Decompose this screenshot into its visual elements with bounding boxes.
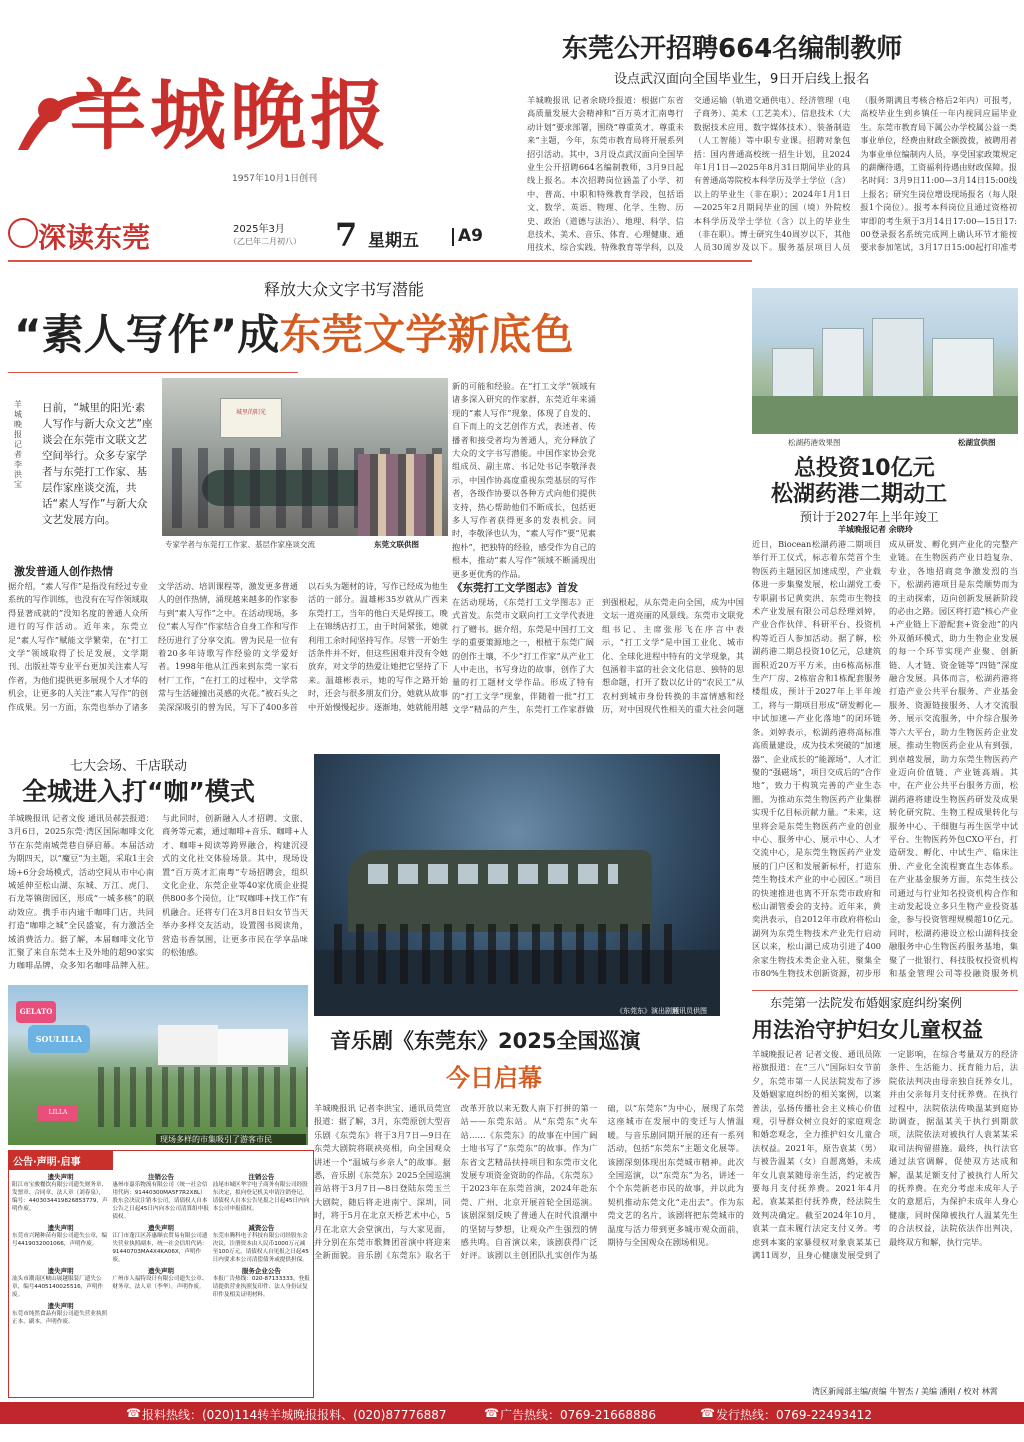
phone-icon: ☎ xyxy=(700,1406,715,1420)
coffee-kicker: 七大会场、千店联动 xyxy=(70,759,188,774)
notice-item: 遗失声明 汕头市潮南区峡山展越服装厂遗失公章，编号4405140025516，声明作废。 xyxy=(12,1267,104,1298)
trees xyxy=(752,396,1018,434)
lead-kicker: 释放大众文字书写潜能 xyxy=(264,280,425,299)
pharma-subhead: 预计于2027年上半年竣工 xyxy=(800,510,939,524)
footer-distribution-line: 发行热线：0769-22493412 xyxy=(716,1408,872,1422)
section-title: 深读东莞 xyxy=(38,221,151,254)
musical-photo-credit: 通讯员供图 xyxy=(672,1007,707,1015)
phone-icon: ☎ xyxy=(126,1406,141,1420)
top-story-subhead: 设点武汉面向全国毕业生，9日开启线上报名 xyxy=(614,72,870,87)
lead-body-1: 据介绍，“素人写作”是指没有经过专业系统的写作训练，也没有在写作领域取得显著成就的“没知名度的普通人众所进行的写作活动。近年来，东莞立足“素人写作”赋能文学繁荣，在“打工文学”领域取得了长足发展，文学期刊、出版社等专业平台更加关注素人写作者，为他们提供更多展现个人才华的机会，让更多的人关注“素人写作”的创作成果。另一方面，东莞也举办了诸多文学活动、培训课程等，激发更多普通人的创作热情，涌现越来越多的作家参与到“素人写作”之中。在活动现场，多位“素人写作”作家结合自身工作和写作经历进行了分享交流。曾为民是一位有着20多年诗歌写作经验的文学爱好者。1998年他从江西来到东莞一家石材厂工作，“在打工的过程中，文学常常与生活碰撞出灵感的火花。”被石头之美深深吸引的曾为民，写下了400多首以石头为题材的诗，写作已经成为他生活的一部分。温雄彬35岁就从广西来东莞打工，当年的他白天是焊接工，晚上在锦绣店打工，由于时间紧张，她就利用工余时间坚持写作。尽管一开始生活条件并不好，但这些困难并没有令她放弃，对文学的热爱让她把它坚持了下来。温雄彬表示，她的写作之路开始时，还会与很多朋友们分，她就从故事中开始慢慢起步。逐渐地，她就能用越 xyxy=(8,581,448,712)
court-body: 羊城晚报记者 记者文俊、通讯员陈裕旗报道：在“三八”国际妇女节前夕，东莞市第一人民法院发布了涉及婚姻家庭纠纷的相关案例，以案普法，弘扬传播社会主义核心价值观，引导群众树立良好的家庭观念和婚恋观念，全力推护妇女儿童合法权益。2021年，原告袁某（男）与被告温某（女）自愿离婚，未成年女儿袁某随母亲生活，约定被告要每月支付抚养费。2021年4月起，袁某某拒付抚养费，经法院生效判决确定。截至2024年10月，袁某一直未履行法定支付义务。考虑到本案的家暴侵权对象袁某某已满11周岁，且身心健康发展受到了一定影响，在综合考量双方的经济条件、生活能力、抚育能力后，法院依法判决由母亲独自抚养女儿，并由父亲每月支付抚养费。在执行过程中，法院依法传唤温某到庭协助调查，据温某关于执行到期款项，法院依法对被执行人袁某某采取司法拘留措施。最终，执行法官通过法官调解，促使双方达成和解，温某足额支付了被执行人所欠的抚养费。在充分考虑未成年人子女的意愿后，为保护未成年人身心健康，同时保障被执行人温某先生的合法权益，法院依法作出判决，最终双方和解，执行完毕。 xyxy=(752,1049,1018,1261)
coffee-market-photo xyxy=(8,985,308,1145)
court-rule xyxy=(752,990,1018,991)
building-b xyxy=(872,318,924,400)
crowd xyxy=(98,1067,308,1127)
notice-item: 遗失声明 东莞市兴精种苗有限公司遗失公章，编号4419032001066，声明作废。 xyxy=(12,1224,108,1247)
train-body xyxy=(348,850,652,932)
lead-headline-part-b: 成 xyxy=(237,310,280,359)
top-story-headline: 东莞公开招聘664名编制教师 xyxy=(562,34,903,64)
musical-stage-photo xyxy=(314,754,720,1016)
lead-rule xyxy=(8,372,298,373)
booth-tent-2 xyxy=(218,1029,288,1065)
musical-photo-caption: 《东莞东》演出剧照 xyxy=(616,1007,679,1015)
footer-ad-line: 广告热线：0769-21668886 xyxy=(500,1408,656,1422)
lead-headline-part-c: 东莞文学新底色 xyxy=(279,310,574,359)
footer-bar xyxy=(0,1402,1024,1424)
meeting-people-right xyxy=(358,454,442,536)
phone-icon: ☎ xyxy=(484,1406,499,1420)
lead-headline xyxy=(14,302,573,362)
lead-byline: 羊城晚报记者 李洪宝 xyxy=(14,400,22,489)
notices-header: 公告·声明·启事 xyxy=(9,1151,113,1170)
pharma-photo-label: 松湖药港效果图 xyxy=(788,438,841,447)
meeting-screen: 城里的阳光 xyxy=(220,398,282,438)
founded-date: 1957年10月1日创刊 xyxy=(232,174,318,184)
train-windows xyxy=(368,864,618,884)
notice-item: 遗失声明 江门市蓬江区苏惠顺衣贸易有限公司遗失营业执照副本，统一社会信用代码：91440703MA4X4KA06X，声明作废。 xyxy=(112,1224,208,1263)
notice-item: 遗失声明 东莞市纯然食品有限公司遗失营业执照正本、副本，声明作废。 xyxy=(12,1302,108,1325)
meeting-photo xyxy=(162,378,448,536)
editors-credit: 湾区新闻部主编/责编 牛智杰 / 美编 潘刚 / 校对 林霄 xyxy=(812,1387,998,1396)
weekday: 星期五 xyxy=(368,231,419,251)
masthead xyxy=(0,0,560,260)
footer-hotline: 报料热线：(020)114转羊城晚报报料、(020)87776887 xyxy=(142,1408,447,1422)
pharma-byline: 羊城晚报记者 余晓玲 xyxy=(838,525,913,534)
notice-item: 服务企业公告 本报广告热线：020-87133333，登报请提供营业执照复印件、法人身份证复印件及相关证明材料。 xyxy=(212,1267,310,1298)
building-a xyxy=(822,328,864,400)
booth-tent-1 xyxy=(158,1025,218,1065)
pharma-photo-credit: 松湖宣供图 xyxy=(958,438,996,447)
page-number: A9 xyxy=(458,226,483,246)
lunar-date: （乙巳年二月初八） xyxy=(229,237,301,246)
section-badge xyxy=(8,218,38,248)
top-story-body: 羊城晚报讯 记者余晓玲报道：根据广东省高质量发展大会精神和“百万英才汇南粤行动计划”要求部署，围绕“尊重英才、尊重未来”主题，今年，东莞市教育局将开展系列招引活动。其中，3月设点武汉面向全国毕业生公开招聘664名编制教师，3月9日起线上报名。本次招聘岗位涵盖了小学、初中、普高、中职和特殊教育学段，包括语文、数学、英语、物理、化学、生物、历史、政治（道德与法治）、地理、科学、信息技术、美术、音乐、体育、心理健康、通用技术、综合实践、特殊教育等学科，以及交通运输（轨道交通供电）、经济管理（电子商务）、美术（工艺美术）、信息技术（大数据技术应用、数字媒体技术）、装备制造（人工智能）等中职专业课。招聘对象包括：国内普通高校统一招生计划，且2024年1月1日—2025年8月31日期间毕业的具有普通高等院校本科学历及学士学位（含）以上的毕业生（非在职）；2024年1月1日—2025年2月期间毕业的国（境）外院校本科学历及学士学位（含）以上的毕业生（非在职）。博士研究生40周岁以下，其他人员30周岁及以下。服务基层项目人员（服务期满且考核合格后2年内）可报考，高校毕业生到乡镇任一年内视同应届毕业生。东莞市教育局下属公办学校属公益一类事业单位，经费由财政全额拨拨，被聘用者为事业单位编制内人员，享受国家政策规定的薪酬待遇，工资福利待遇由财政保障。报名时间：3月9日11:00—3月14日15:00线上报名；研究生岗位增设现场报名（每人限报1个岗位）。报考本科岗位且通过资格初审即的考生须于3月14日17:00—15日17:00登录报名系统完成网上确认环节才能按要求参加笔试，3月17日15:00起打印准考 xyxy=(527,95,1017,253)
musical-headline-2: 今日启幕 xyxy=(446,1064,542,1092)
notice-item: 注销公告 惠州市嘉乐物流有限公司（统一社会信用代码：91440300MA5F7R2X8L）股东会决议注销本公司，请债权人自本公告之日起45日内向本公司清算组申报债权。 xyxy=(112,1173,209,1220)
pharma-body: 近日，Biocean松湖药港二期项目举行开工仪式，标志着东莞首个生物医药主题园区加速成型，产业载体进一步集聚发展，松山湖党工委专职副书记黄奕洪、东莞市生物技术产业发展有限公司总经理刘婷，产业合作伙伴、科研平台、投资机构等近百人参加活动。据了解，松湖药港二期总投资10亿元，总建筑面积近20万平方米，由6栋高标准生产厂房、2栋宿舍和1栋配套服务楼组成，预计于2027年上半年竣工，将与一期项目形成“研发孵化—中试加速—产业化落地”的闭环链条。刘婷表示，松湖药港将高标准高质量建设，成为技术突破的“加速器”、企业成长的“能源场”、人才汇聚的“强磁场”，项目交成后的“合作地”，致力于构筑完善的产业生态圈，为推动东莞生物医药产业集群实现千亿目标贡献力量。“未来，这里将会是东莞生物医药产业的创业中心、服务中心、展示中心、人才交流中心，是东莞生物医药产业发展的门户区和发展新标杆，打造东莞生物技术产业的中心园区。”项目的快速推进也离不开东莞市政府和松山湖管委会的支持。近年来，黄奕洪表示，自2012年市政府将松山湖列为东莞生物技术产业先行启动区以来，松山湖已成功引进了400余家生物技术类企业入驻，聚集全市80%生物技术创新资源，初步形成从研发、孵化到产业化的完整产业链。在生物医药产业日趋复杂、专业，各地招商竞争激发烈的当下，松湖药港项目是东莞顺势而为的主动探索，迈向创新发展新阶段的必由之路。园区将打造“核心产业+产业链上下游配套+资金池”的内外双循环模式，助力生物企业发展的每一个环节实现产业聚、创新链、人才链、资金链等“四链”深度融合发展。具体而言，松湖药港将打造产业公共平台服务、产业基金服务、资源链接服务、人才交流服务、展示交流服务，中介综合服务等六大平台，助力生物医药企业发展，推动生物医药企业从有到强，到卓越发展，助力东莞生物医药产业迈向价值链、产业链高端。其中，在产业公共平台服务方面，松湖药港将建设生物医药研发及成果转化研究院、生物工程成果转化与服务中心、干细胞与再生医学中试平台、生物医药外包CXO平台，打造研发、孵化、中试生产、临床注册、产业化全流程赛直生态体系。在产业基金服务方面，东莞生技公司通过与行业知名投资机构合作和主动发起设立多只生物产业投资基金，参与投资管理规模超10亿元。同时，松湖药港设立松山湖科技金融服务中心生物医药服务基地，集聚了一批银行、科技股权投资机构和基金管理公司等投融资服务机 xyxy=(752,539,1018,978)
performers xyxy=(334,924,674,984)
lead-intro: 日前，“城里的阳光·素人写作与新大众文艺”座谈会在东莞市文联文艺空间举行。众多专家学者与东莞打工作家、基层作家座谈交流，共话“素人写作”与新大众文艺发展方向。 xyxy=(42,402,153,526)
lead-subhead-1: 激发普通人创作热情 xyxy=(14,565,113,578)
lead-col-2b-first: 在活动现场，《东莞打工文学图志》正式首发。东莞市文联向打工文学代表进行了赠书。据介绍，东莞是中国打工文学的重要策源地之一，根植于东莞广阔的创作土壤，不少“打工作家”从产业工人中走出，书写身边的故事，创作了大量的打工题材文学作品。形成了特有的“打工文学”现象，伴随着一批“打工文学”精品的产生，东莞打工作家群做到强根起，从东莞走向全国，成为中国文坛一道亮丽的风景线。东莞市文联党组书记、主席张彤飞在序言中表示，“打工文学”是中国工业化、城市化、全球化进程中特有的文学现象，其包涵着丰富的社会文化信息、独特的思想命题，打开了数以亿计的“农民工”从农村到城市身份转换的丰富情感和经历，对中国现代性相关的重大社会问题 xyxy=(452,597,744,715)
notice-item: 减资公告 东莞市腾科电子科技有限公司经股东会决议，注册资本由人民币1000万元减至100万元，请债权人自见报之日起45日内要求本公司清偿债务或提供担保。 xyxy=(212,1224,309,1263)
musical-headline: 音乐剧《东莞东》2025全国巡演 xyxy=(330,1029,641,1053)
coffee-photo-caption: 现场多样的市集吸引了游客市民 xyxy=(160,1135,272,1144)
date-day: 7 xyxy=(335,216,358,254)
musical-body: 羊城晚报讯 记者李洪宝、通讯员莞宣报道：据了解，3月，东莞原创大型音乐剧《东莞东》将于3月7日—9日在东莞大剧院将联袂亮相，向全国观众讲述一个“温城与乡亲人”的故事。据悉，音乐剧《东莞东》2025全国巡演首站将于3月7日—8日登陆东莞玉兰大剧院，随后将走进南宁、深圳，同时，将于5月在北京天桥艺术中心，5月在北京大会堂演出，与大家见面，并分别在东莞市歌舞团首演中将迎来全新面貌。音乐剧《东莞东》取名于改革开放以来无数人南下打拼的第一站——东莞东站。从“东莞东”火车站……《东莞东》的故事在中国广阔土地书写了“东莞东”的故事。作为广东省文艺精品扶持项目和东莞市文化发展专项资金资助的作品，《东莞东》于2023年在东莞首演，2024年赴东莞、广州、北京开展首轮全国巡演。该剧深刻反映了普通人在时代浪潮中的坚韧与梦想，让观众产生强烈的情感共鸣。自首演以来，该剧获得广泛好评。该剧以主创团队扎实创作为基础，以“东莞东”为中心，展现了东莞这座城市在发展中的变迁与人情温暖。与音乐剧同期开展的还有一系列活动，包括“东莞东”主题文化展等。该剧深刻体现出东莞城市精神。此次全国巡演，以“东莞东”为名，讲述一个个东莞新老市民的故事，并以此为契机推动东莞文化“走出去”。作为东莞文艺的名片，该剧将把东莞城市的温度与活力带到更多城市观众面前，期待与全国观众在剧场相见。 xyxy=(314,1103,744,1261)
pharma-headline-b: 松湖药港二期动工 xyxy=(771,482,948,507)
notice-item: 遗失声明 阳江市宝骏餐饮有限公司遗失财务章、发票章、合同章，法人章（刘春泉），编号：4403034419826853779，声明作废。 xyxy=(12,1173,108,1212)
date-year-month: 2025年3月 xyxy=(233,224,285,235)
lead-headline-part-a: “素人写作” xyxy=(14,310,238,359)
meeting-photo-credit: 东莞文联供图 xyxy=(374,540,419,549)
court-headline: 用法治守护妇女儿童权益 xyxy=(752,1018,983,1042)
pharma-headline-a: 总投资10亿元 xyxy=(794,456,935,481)
logo: 羊城晚报 xyxy=(70,71,390,160)
coffee-caption-bar xyxy=(156,1134,306,1145)
coffee-body: 羊城晚报讯 记者文俊 通讯员郝芸报道：3月6日，2025东莞·湾区国际咖啡文化节在东莞南城莞巷自驿启幕。本届活动为期四天，以“魔豆”为主题，采取1主会场+6分会场模式，活动空间从市中心南城延伸至松山湖、东城、万江、虎门、石龙等镇街园区，形成“一城多核”的联动效应。携手市内逾千咖啡门店，共同打造“咖啡之城”全民盛宴，有力激活全域消费活力。据了解，本届咖啡文化节汇聚了来自东莞本土及外地的超90家实力咖啡品牌，众多知名咖啡品牌入驻。与此同时，创新融入人才招聘、文旅、商务等元素，通过咖啡+音乐、咖啡+人才、咖啡+阅读等跨界融合，构建沉浸式的文化社交体验场景。其中，现场设置“百万英才汇南粤”专场招聘会，组织文化企业、东莞企业等40家优质企业提供800多个岗位，让“叹咖啡+找工作”有机融合。还将专门在3月8日妇女节当天举办多样交友活动，设置图书阅读角，营造书香氛围，让更多市民在学享品味的松弛感。 xyxy=(8,813,308,971)
sign-gelato: GELATO xyxy=(16,1001,56,1023)
notices-panel xyxy=(8,1150,314,1398)
masthead-rule xyxy=(8,260,752,262)
notices-grid xyxy=(9,1170,313,1329)
building-c xyxy=(932,338,994,400)
sign-soulilla: SOULILLA xyxy=(28,1025,90,1053)
notice-item: 遗失声明 广州市人福特设计有限公司遗失公章、财务章，法人章（李华），声明作废。 xyxy=(112,1267,208,1290)
notice-item: 注销公告 汕尾市城区华宇电子商务有限公司经股东决定，拟向登记机关申请注销登记，请债权人自本公告见报之日起45日内向本公司申报债权。 xyxy=(212,1173,310,1212)
court-kicker: 东莞第一法院发布婚姻家庭纠纷案例 xyxy=(770,996,963,1010)
coffee-headline: 全城进入打“咖”模式 xyxy=(22,777,255,806)
meeting-photo-caption: 专家学者与东莞打工作家、基层作家座谈交流 xyxy=(165,540,315,549)
lead-col-2a: 新的可能和经验。在“打工文学”领域有诸多深入研究的作家群，东莞近年来涌现的“素人写作”现象，体现了自发的、自下而上的文艺创作方式，表述者、传播者和接受者均为普通人，充分释放了大众的文字书写潜能。中国作家协会党组成员、副主席、书记处书记李敬泽表示，中国作协高度重视东莞基层的写作者，各级作协要以各种方式向他们提供支持，热心帮助他们不断成长，包括更多人写作者获得更多的发表机会。同时，李敬泽也认为，“素人写作”要“见素抱朴”，把独特的经验，感受作为自己的根本，推动“素人写作”领域不断涌现出更多更优秀的作品。 xyxy=(452,381,596,578)
sign-lilla: LILLA xyxy=(38,1105,78,1121)
lead-subhead-2: 《东莞打工文学图志》首发 xyxy=(452,582,578,594)
building-d xyxy=(772,348,814,400)
divider-bar xyxy=(452,228,454,246)
pharma-rendering-photo xyxy=(752,288,1018,434)
